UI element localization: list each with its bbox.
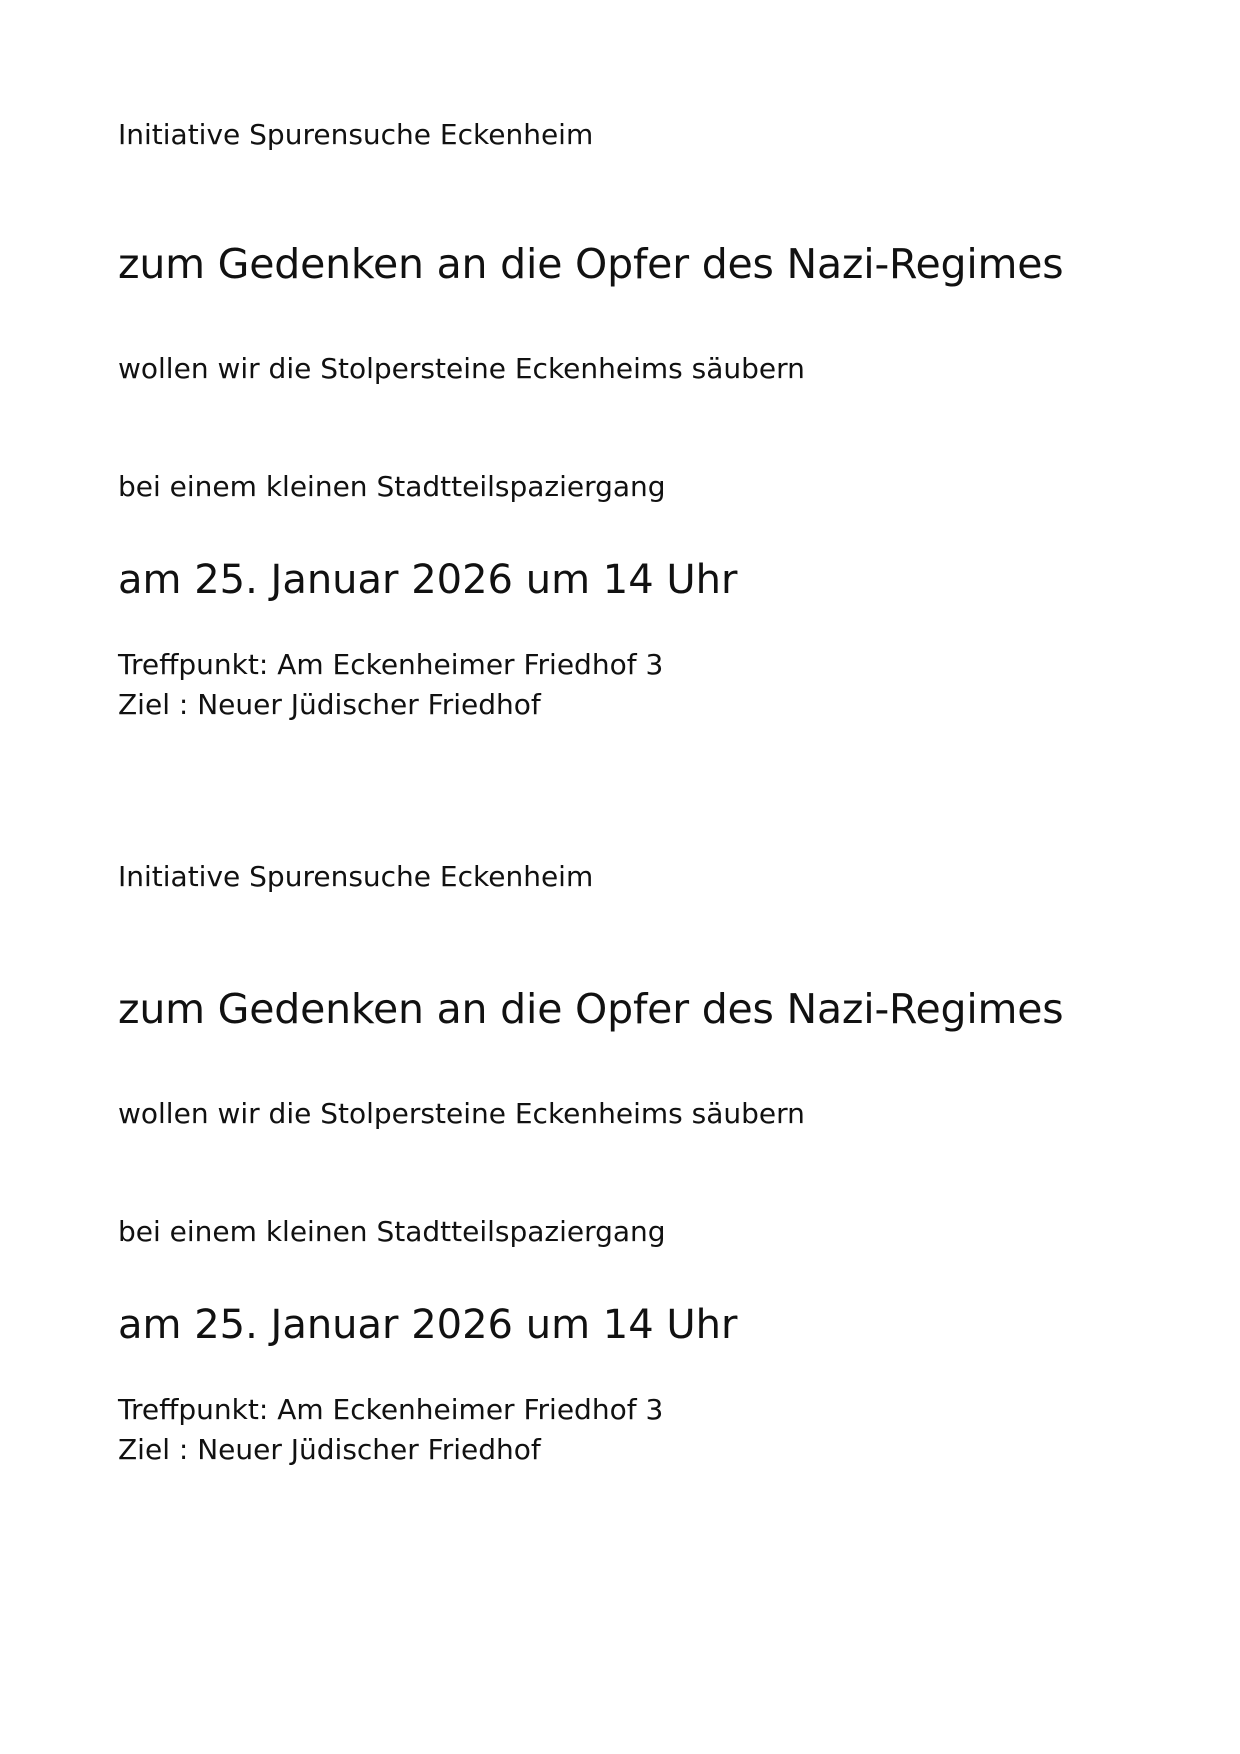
- meeting-point: Treffpunkt: Am Eckenheimer Friedhof 3: [118, 648, 664, 681]
- event-date: am 25. Januar 2026 um 14 Uhr: [118, 1302, 738, 1348]
- destination: Ziel : Neuer Jüdischer Friedhof: [118, 688, 541, 721]
- headline: zum Gedenken an die Opfer des Nazi-Regimes: [118, 985, 1064, 1033]
- destination: Ziel : Neuer Jüdischer Friedhof: [118, 1433, 541, 1466]
- event-details: [118, 1390, 663, 1470]
- event-details: [118, 645, 663, 725]
- meeting-point: Treffpunkt: Am Eckenheimer Friedhof 3: [118, 1393, 664, 1426]
- walk-text: bei einem kleinen Stadtteilspaziergang: [118, 470, 666, 503]
- action-text: wollen wir die Stolpersteine Eckenheims säubern: [118, 1097, 805, 1130]
- walk-text: bei einem kleinen Stadtteilspaziergang: [118, 1215, 666, 1248]
- event-date: am 25. Januar 2026 um 14 Uhr: [118, 557, 738, 603]
- organization-name: Initiative Spurensuche Eckenheim: [118, 118, 594, 151]
- action-text: wollen wir die Stolpersteine Eckenheims säubern: [118, 352, 805, 385]
- headline: zum Gedenken an die Opfer des Nazi-Regimes: [118, 240, 1064, 288]
- organization-name: Initiative Spurensuche Eckenheim: [118, 860, 594, 893]
